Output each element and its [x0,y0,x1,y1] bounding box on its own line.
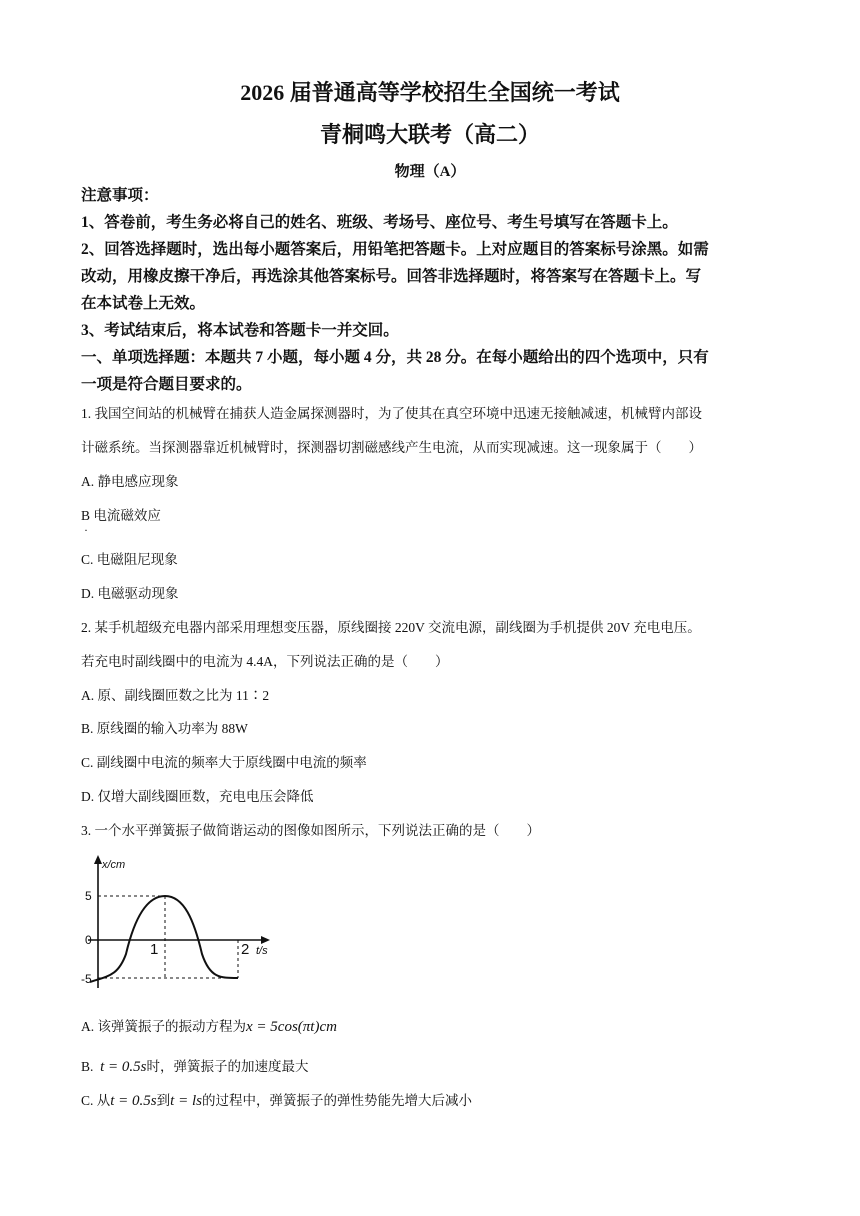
exam-subject: 物理（A） [394,164,466,180]
graph-x-arrow [261,936,270,944]
graph-tick-t1: 1 [150,941,159,958]
q1-option-d: D. 电磁驱动现象 [81,586,179,601]
q3-option-c-mid: 到 [156,1093,171,1108]
exam-subtitle: 青桐鸣大联考（高二） [319,122,540,147]
graph-curve [90,896,238,982]
q3-option-c-prefix: C. 从 [81,1093,111,1108]
note-item-1: 1、答卷前，考生务必将自己的姓名、班级、考场号、座位号、考生号填写在答题卡上。 [81,214,678,231]
graph-tick-5: 5 [85,889,92,903]
q3-option-c-time1: t = 0.5s [110,1093,157,1109]
q3-option-c-suffix: 的过程中，弹簧振子的弹性势能先增大后减小 [201,1093,472,1108]
section-heading-line-1: 一、单项选择题：本题共 7 小题，每小题 4 分，共 28 分。在每小题给出的四个选项中，只有 [81,349,709,366]
q3-option-a-formula: x = 5cos(πt)cm [246,1019,337,1035]
q2-option-a: A. 原、副线圈匝数之比为 11∶2 [81,688,270,703]
q1-option-b: B 电流磁效应 [81,508,161,523]
q3-option-b-text: 时，弹簧振子的加速度最大 [146,1059,309,1074]
q3-option-b-time: t = 0.5s [100,1059,147,1075]
note-item-2-line-2: 改动，用橡皮擦干净后，再选涂其他答案标号。回答非选择题时，将答案写在答题卡上。写 [81,268,702,285]
q3-stem-line-1: 3. 一个水平弹簧振子做简谐运动的图像如图所示，下列说法正确的是（ ） [81,823,540,838]
q2-stem-line-1: 2. 某手机超级充电器内部采用理想变压器，原线圈接 220V 交流电源，副线圈为手机提供 20V 充电电压。 [81,620,701,635]
q1-option-a: A. 静电感应现象 [81,474,179,489]
graph-x-label: t/s [256,945,268,957]
q1-stem-line-1: 1. 我国空间站的机械臂在捕获人造金属探测器时，为了使其在真空环境中迅速无接触减速，机械臂内部设 [81,406,702,421]
notes-heading: 注意事项： [81,187,159,204]
q2-option-b: B. 原线圈的输入功率为 88W [81,721,248,736]
q2-option-d: D. 仅增大副线圈匝数，充电电压会降低 [81,789,314,804]
q1-option-c: C. 电磁阻尼现象 [81,552,178,567]
note-item-3: 3、考试结束后，将本试卷和答题卡一并交回。 [81,322,399,339]
section-heading-line-2: 一项是符合题目要求的。 [81,376,252,393]
exam-title: 2026 届普通高等学校招生全国统一考试 [240,80,620,105]
q3-option-c [81,1091,791,1111]
q3-option-a-text: A. 该弹簧振子的振动方程为 [81,1019,246,1034]
q3-xt-graph [80,854,280,994]
q3-option-a [81,1017,791,1037]
q2-stem-line-2: 若充电时副线圈中的电流为 4.4A，下列说法正确的是（ ） [81,654,449,669]
graph-tick-0: 0 [85,933,92,947]
graph-y-label: x/cm [102,859,126,871]
note-item-2-line-1: 2、回答选择题时，选出每小题答案后，用铅笔把答题卡。上对应题目的答案标号涂黑。如需 [81,241,709,258]
graph-tick-t2: 2 [241,941,250,958]
q3-option-b [81,1057,791,1077]
note-item-2-line-3: 在本试卷上无效。 [81,295,206,312]
graph-y-arrow [94,855,102,864]
q3-option-b-letter: B. [81,1059,101,1074]
q1-option-b-dot: · [84,523,88,537]
q2-option-c: C. 副线圈中电流的频率大于原线圈中电流的频率 [81,755,367,770]
q3-option-c-time2: t = ls [170,1093,202,1109]
graph-tick-minus5: -5 [81,972,92,986]
q1-stem-line-2: 计磁系统。当探测器靠近机械臂时，探测器切割磁感线产生电流，从而实现减速。这一现象属于（ ） [81,440,702,455]
